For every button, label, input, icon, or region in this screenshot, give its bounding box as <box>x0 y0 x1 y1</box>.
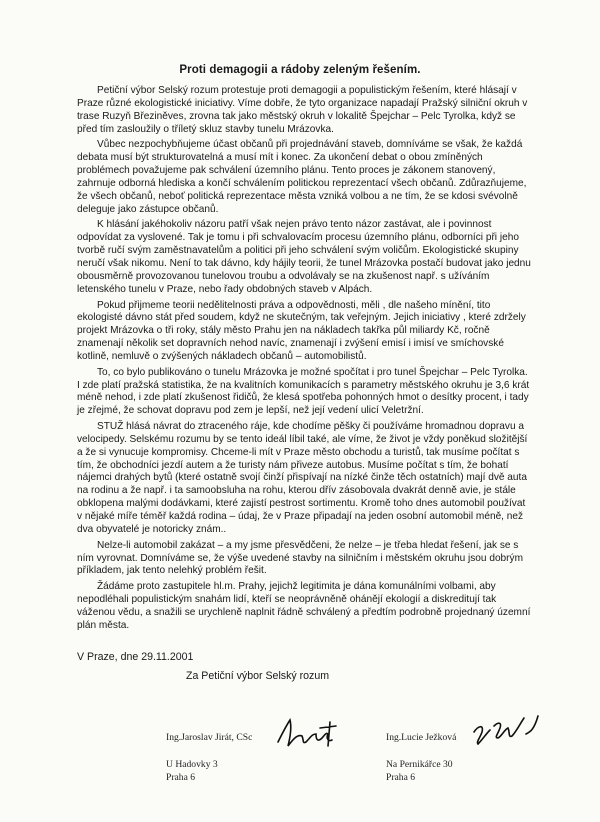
signer-name: Ing.Jaroslav Jirát, CSc <box>166 732 253 743</box>
paragraph: Vůbec nezpochybňujeme účast občanů při projednávání staveb, domníváme se však, že každá debata musí být strukturovatelná a musí mít i konec. Za ukončení debat o obou zmíněných problémech považujeme pak schválení územního plánu. Tento proces je zákonem stanovený, zahrnuje odborná hlediska a končí schválením politickou reprezentací všech občanů. Zdůrazňujeme, že všech občanů, neboť politická reprezentace města vzniká volbou a ne tím, že se kdosi svévolně deleguje jako zástupce občanů. <box>77 139 527 215</box>
paragraph: STUŽ hlásá návrat do ztraceného ráje, kde chodíme pěšky či používáme hromadnou dopravu a velocipedy. Selskému rozumu by se tento ideál líbil také, ale víme, že život je vždy poněkud složitější a že si vynucuje kompromisy. Chceme-li mít v Praze město obchodu a turistů, tak musíme počítat s tím, že obchodníci jezdí autem a že turisty nám přiveze autobus. Musíme počítat s tím, že bohatí nájemci drahých bytů (které ostatně svojí činží přispívají na nízké činže těch ostatních) mají dvě auta na rodinu a že např. i ta samoobsluha na rohu, kterou dřív zásobovala dvakrát denně avie, je stále obklopena malými dodávkami, které zajistí pestrost sortimentu. Kromě toho dnes automobil používat v nějaké míře téměř každá rodina – údaj, že v Praze připadají na jeden osobní automobil méně, než dva obyvatelé je notoricky znám.. <box>77 421 528 535</box>
signer-street: Na Pernikářce 30 <box>386 758 453 770</box>
signer-city: Praha 6 <box>166 772 196 783</box>
paragraph: K hlásání jakéhokoliv názoru patří však nejen právo tento názor zastávat, ale i povinnost odpovídat za vyslovené. Tak je tomu i při schvalovacím procesu územního plánu, odborníci při jeho tvorbě ručí svým zaměstnavatelům a politici při jeho schválení svým voličům. Ekologistické skupiny neručí však nikomu. Není to tak dávno, kdy hájily teorii, že tunel Mrázovka postačí budovat jako jednu obousměrně provozovanou tunelovou troubu a odvolávaly se na zkušenost např. s užíváním letenského tunelu v Praze, nebo řady obdobných staveb v Alpách. <box>77 219 531 295</box>
paragraph: Pokud přijmeme teorii nedělitelnosti práva a odpovědnosti, měli , dle našeho mínění, tito ekologisté dávno stát před soudem, když ne skutečným, tak veřejným. Jejich iniciativy , které zdržely projekt Mrázovka o tři roky, stály město Prahu jen na nákladech takřka půl miliardy Kč, ročně znamenají několik set dopravních nehod navíc, znamenají i zvýšení emisí i imisí ve smíchovské kotlině, nemluvě o zvýšených nákladech občanů – automobilistů. <box>77 299 526 362</box>
place-date: V Praze, dne 29.11.2001 <box>77 651 194 663</box>
document-title: Proti demagogii a rádoby zeleným řešením. <box>179 64 421 76</box>
signer-street: U Hadovky 3 <box>166 758 218 770</box>
signer-block-left <box>166 731 252 785</box>
signer-name: Ing.Lucie Ježková <box>386 732 457 743</box>
paragraph: Žádáme proto zastupitele hl.m. Prahy, jejichž legitimita je dána komunálními volbami, aby nepodléhali populistickým snahám lidí, kteří se neoprávněně ohánějí ekologií a diskreditují tak váženou vědu, a snažili se urychleně naplnit řádně schválený a předtím podrobně projednaný územní plán města. <box>77 581 531 631</box>
paragraph: Nelze-li automobil zakázat – a my jsme přesvědčeni, že nelze – je třeba hledat řešení, jak se s ním vyrovnat. Domníváme se, že výše uvedené stavby na silničním i městském okruhu jsou dobrým příkladem, jak tento nelehký problém řešit. <box>77 539 523 577</box>
on-behalf-line: Za Petiční výbor Selský rozum <box>186 670 330 682</box>
signature-left-image <box>272 712 352 754</box>
signer-block-right <box>386 731 456 785</box>
paragraph: To, co bylo publikováno o tunelu Mrázovka je možné spočítat i pro tunel Špejchar – Pelc Tyrolka. I zde platí pražská statistika, že na kvalitních komunikacích s parametry městského okruhu je 3,6 krát méně nehod, i zde platí zkušenost řidičů, že klesá spotřeba pohonných hmot o desítky procent, i tady je zřejmé, že schovat dopravu pod zem je lepší, než její vedení ulicí Veletržní. <box>77 366 530 417</box>
paragraph: Petiční výbor Selský rozum protestuje proti demagogii a populistickým řešením, které hlásají v Praze různé ekologistické iniciativy. Víme dobře, že tyto organizace napadají Pražský silniční okruh v trase Ruzyň Březiněves, zrovna tak jako městský okruh v lokalitě Špejchar – Pelc Tyrolka, když se před tím zasloužily o tříletý skluz stavby tunelu Mrázovka. <box>77 85 528 135</box>
signature-right-image <box>468 708 548 750</box>
signer-city: Praha 6 <box>386 772 416 783</box>
document-body <box>77 85 532 636</box>
